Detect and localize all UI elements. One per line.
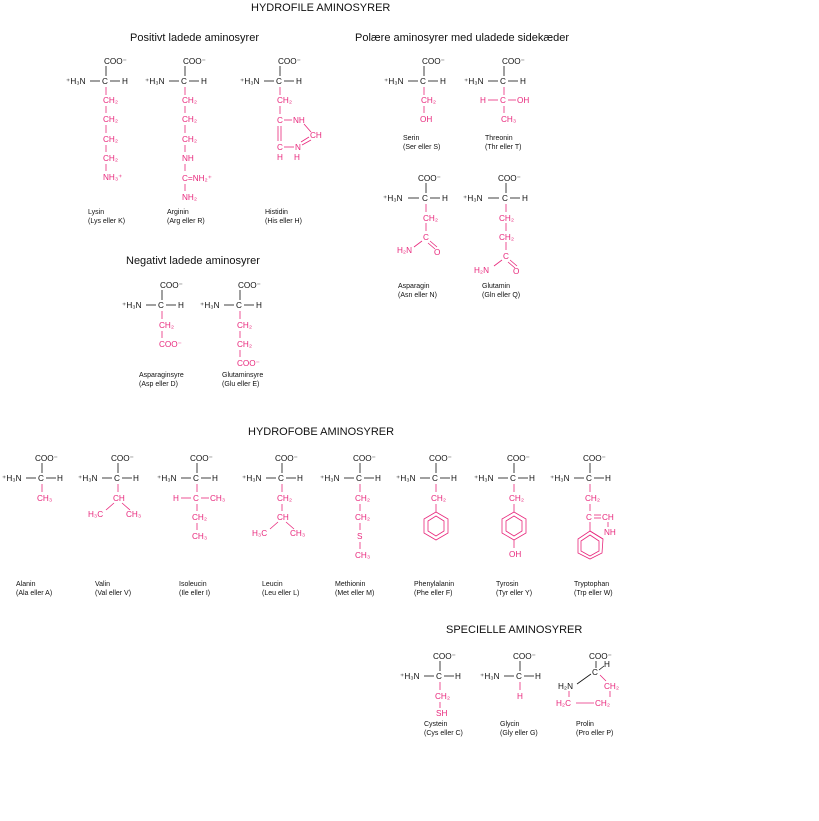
alpha-carbon-label: C [158,301,164,310]
amino-acid-arginine [145,56,245,226]
alpha-h-label: H [604,660,610,669]
side-atom: CH₃ [501,115,517,124]
side-atom: CH₂ [435,692,451,701]
coo-label: COO⁻ [190,454,213,463]
amino-acid-code: (Thr eller T) [485,144,522,151]
side-atom: OH [517,96,530,105]
amino-acid-name: Prolin [576,721,594,728]
alpha-carbon-label: C [278,474,284,483]
amino-acid-code: (Ser eller S) [403,144,441,151]
amino-acid-name: Alanin [16,581,36,588]
phenylalanine-caption [414,580,454,598]
heading-special: SPECIELLE AMINOSYRER [446,624,583,636]
side-atom: NH₃⁺ [103,173,123,182]
amino-acid-code: (Arg eller R) [167,218,205,225]
alpha-h-label: H [133,474,139,483]
coo-label: COO⁻ [353,454,376,463]
leucine-caption [262,580,299,598]
coo-label: COO⁻ [583,454,606,463]
nh3-label: ⁺H₃N [242,474,262,483]
alpha-h-label: H [520,77,526,86]
alpha-h-label: H [605,474,611,483]
side-atom: C [500,96,506,105]
alpha-h-label: H [522,194,528,203]
side-atom: C [423,233,429,242]
indole-inner-ring [581,535,599,556]
amino-acid-code: (His eller H) [265,218,302,225]
side-atom: CH₂ [421,96,437,105]
subheading-polar: Polære aminosyrer med uladede sidekæder [355,32,569,44]
amino-acid-code: (Asp eller D) [139,381,178,388]
nh3-label: ⁺H₃N [145,77,165,86]
alpha-carbon-label: C [436,672,442,681]
amino-acid-name: Histidin [265,209,288,216]
coo-label: COO⁻ [507,454,530,463]
arginine-caption [167,208,205,226]
alpha-h-label: H [297,474,303,483]
tryptophan-caption [574,580,613,598]
amino-acid-code: (Phe eller F) [414,590,453,597]
alpha-carbon-label: C [181,77,187,86]
side-atom: H [480,96,486,105]
side-atom: H₂N [474,266,490,275]
alpha-carbon-label: C [432,474,438,483]
side-atom: COO⁻ [159,340,182,349]
lysine-caption [88,208,125,226]
alpha-carbon-label: C [500,77,506,86]
coo-label: COO⁻ [422,57,445,66]
amino-acid-code: (Gly eller G) [500,730,538,737]
alpha-h-label: H [57,474,63,483]
side-atom: C [193,494,199,503]
side-atom: SH [436,709,448,718]
coo-label: COO⁻ [418,174,441,183]
coo-label: COO⁻ [429,454,452,463]
side-atom: NH₂ [182,193,198,202]
methionine-caption [335,580,374,598]
side-atom: H [294,153,300,162]
alpha-h-label: H [201,77,207,86]
coo-label: COO⁻ [513,652,536,661]
nh3-label: ⁺H₃N [463,194,483,203]
side-atom: C=NH₂⁺ [182,174,213,183]
threonine-caption [485,134,521,152]
coo-label: COO⁻ [238,281,261,290]
alpha-h-label: H [178,301,184,310]
amino-acid-code: (Ile eller I) [179,590,211,597]
side-atom: CH [113,494,125,503]
arginine-structure [145,56,245,226]
coo-label: COO⁻ [498,174,521,183]
side-atom: N [295,143,301,152]
nh3-label: ⁺H₃N [200,301,220,310]
alpha-carbon-label: C [114,474,120,483]
nh3-label: ⁺H₃N [474,474,494,483]
amino-acid-code: (Trp eller W) [574,590,613,597]
nh3-label: ⁺H₃N [66,77,86,86]
side-atom: CH₃ [192,532,208,541]
side-atom: CH₂ [423,214,439,223]
subheading-negative: Negativt ladede aminosyrer [126,255,260,267]
side-atom: CH₂ [182,115,198,124]
amino-acid-code: (Asn eller N) [398,292,437,299]
side-atom: CH₂ [182,96,198,105]
side-atom: CH₃ [37,494,53,503]
asparagine-caption [398,282,437,300]
side-atom: H [173,494,179,503]
tyrosine-caption [496,580,532,598]
amino-acid-code: (Gln eller Q) [482,292,521,299]
alpha-carbon-label: C [516,672,522,681]
side-atom: H₃C [252,529,268,538]
glutamine-structure [463,173,568,343]
amino-acid-name: Serin [403,135,420,142]
isoleucine-caption [179,580,210,598]
nh3-label: ⁺H₃N [464,77,484,86]
side-atom: CH₃ [355,551,371,560]
amino-acid-name: Tyrosin [496,581,519,588]
amino-acid-code: (Lys eller K) [88,218,126,225]
alpha-carbon-label: C [422,194,428,203]
glutamate-structure [200,280,300,450]
side-atom: CH₃ [210,494,226,503]
amino-acid-histidine [240,56,340,226]
amino-acid-code: (Tyr eller Y) [496,590,533,597]
side-atom: CH₂ [431,494,447,503]
alpha-carbon-label: C [236,301,242,310]
amino-acid-name: Glutamin [482,283,511,290]
side-atom: CH [277,513,289,522]
side-atom: CH₂ [509,494,525,503]
side-atom: CH₂ [355,494,371,503]
side-atom: NH [604,528,616,537]
benzene-inner-ring [506,516,522,536]
side-atom: CH [602,513,614,522]
coo-label: COO⁻ [35,454,58,463]
nh3-label: ⁺H₃N [383,194,403,203]
aspartate-caption [139,371,184,389]
nh3-label: ⁺H₃N [396,474,416,483]
nh3-label: ⁺H₃N [400,672,420,681]
heading-hydrophobic: HYDROFOBE AMINOSYRER [248,426,395,438]
amino-acid-name: Asparagin [398,283,430,290]
side-atom: CH₂ [192,513,208,522]
side-atom: H₂C [556,699,572,708]
alpha-h-label: H [122,77,128,86]
amino-acid-name: Isoleucin [179,581,207,588]
nh3-label: ⁺H₃N [2,474,22,483]
alpha-carbon-label: C [420,77,426,86]
side-atom: CH₂ [159,321,175,330]
side-atom: O [434,248,441,257]
alpha-h-label: H [535,672,541,681]
valine-caption [95,580,131,598]
heading-hydrophilic: HYDROFILE AMINOSYRER [251,2,391,14]
amino-acid-code: (Leu eller L) [262,590,300,597]
alpha-carbon-label: C [38,474,44,483]
histidine-caption [265,208,302,226]
amino-acid-name: Asparaginsyre [139,372,184,379]
side-atom: CH₂ [585,494,601,503]
side-atom: CH₃ [290,529,306,538]
alpha-h-label: H [256,301,262,310]
glutamine-caption [482,282,520,300]
amino-acid-name: Glutaminsyre [222,372,264,379]
side-atom: CH₂ [103,154,119,163]
alpha-carbon-label: C [193,474,199,483]
side-atom: C [586,513,592,522]
side-atom: CH₂ [277,494,293,503]
nh3-label: ⁺H₃N [384,77,404,86]
side-atom: C [503,252,509,261]
side-atom: COO⁻ [237,359,260,368]
alpha-h-label: H [455,672,461,681]
side-atom: CH₂ [237,340,253,349]
side-atom: CH₂ [103,135,119,144]
coo-label: COO⁻ [111,454,134,463]
alpha-carbon-label: C [510,474,516,483]
alpha-h-label: H [442,194,448,203]
cysteine-caption [424,720,463,738]
amino-acid-name: Glycin [500,721,520,728]
nh3-label: ⁺H₃N [550,474,570,483]
side-atom: OH [509,550,522,559]
alpha-h-label: H [440,77,446,86]
side-atom: H [517,692,523,701]
subheading-positive: Positivt ladede aminosyrer [130,32,260,44]
nh3-label: ⁺H₃N [157,474,177,483]
side-atom: C [277,116,283,125]
benzene-inner-ring [428,516,444,536]
nh3-label: ⁺H₃N [240,77,260,86]
side-atom: CH₂ [237,321,253,330]
side-atom: H₃C [88,510,104,519]
side-atom: CH₂ [499,233,515,242]
amino-acid-name: Phenylalanin [414,581,455,588]
histidine-structure [240,56,340,226]
alpha-h-label: H [529,474,535,483]
side-atom: NH [182,154,194,163]
alpha-carbon-label: C [276,77,282,86]
amino-acid-code: (Val eller V) [95,590,132,597]
nh3-label: ⁺H₃N [320,474,340,483]
side-atom: H₂N [397,246,413,255]
alanine-caption [16,580,52,598]
alpha-carbon-label: C [502,194,508,203]
glutamate-caption [222,371,263,389]
amino-acid-name: Cystein [424,721,448,728]
alpha-carbon-label: C [102,77,108,86]
serine-caption [403,134,440,152]
amino-acid-glutamate [200,280,300,450]
side-atom: CH₂ [103,96,119,105]
side-atom: CH₃ [126,510,142,519]
amino-acid-code: (Met eller M) [335,590,375,597]
alpha-h-label: H [212,474,218,483]
nh3-label: ⁺H₃N [480,672,500,681]
coo-label: COO⁻ [502,57,525,66]
coo-label: COO⁻ [160,281,183,290]
amino-acid-code: (Pro eller P) [576,730,614,737]
side-atom: CH₂ [604,682,620,691]
amino-acid-code: (Cys eller C) [424,730,463,737]
amino-acid-code: (Ala eller A) [16,590,53,597]
amino-acid-name: Threonin [485,135,513,142]
proline-caption [576,720,613,738]
side-atom: CH₂ [595,699,611,708]
side-atom: CH₂ [355,513,371,522]
side-atom: CH₂ [182,135,198,144]
nh3-label: ⁺H₃N [78,474,98,483]
side-atom: S [357,532,363,541]
amino-acid-name: Methionin [335,581,366,588]
side-atom: O [513,267,520,276]
amino-acid-name: Arginin [167,209,189,216]
side-atom: OH [420,115,433,124]
alpha-h-label: H [296,77,302,86]
side-atom: CH [310,131,322,140]
amino-acid-name: Valin [95,581,111,588]
ring-nitrogen-label: H₂N [558,682,574,691]
coo-label: COO⁻ [589,652,612,661]
coo-label: COO⁻ [104,57,127,66]
coo-label: COO⁻ [183,57,206,66]
side-atom: H [277,153,283,162]
nh3-label: ⁺H₃N [122,301,142,310]
alpha-carbon-label: C [356,474,362,483]
side-atom: CH₂ [103,115,119,124]
alpha-carbon-label: C [586,474,592,483]
glycine-caption [500,720,538,738]
side-atom: NH [293,116,305,125]
alpha-carbon-label: C [592,668,598,677]
alpha-h-label: H [375,474,381,483]
amino-acid-code: (Glu eller E) [222,381,260,388]
coo-label: COO⁻ [278,57,301,66]
amino-acid-name: Tryptophan [574,581,610,588]
side-atom: C [277,143,283,152]
coo-label: COO⁻ [275,454,298,463]
side-atom: CH₂ [499,214,515,223]
amino-acid-glutamine [463,173,568,343]
amino-acid-name: Lysin [88,209,105,216]
alpha-h-label: H [451,474,457,483]
side-atom: CH₂ [277,96,293,105]
amino-acid-name: Leucin [262,581,283,588]
coo-label: COO⁻ [433,652,456,661]
